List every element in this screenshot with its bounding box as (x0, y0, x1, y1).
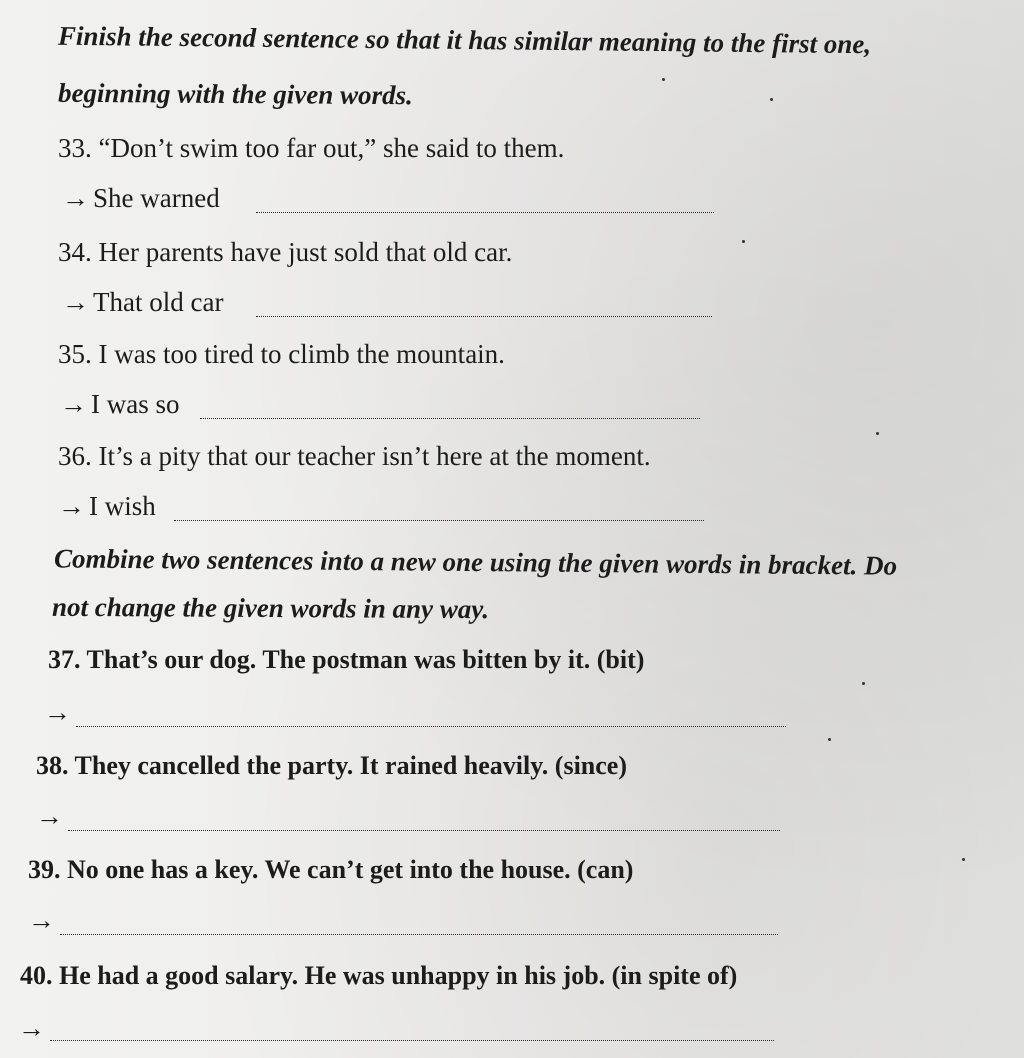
question-number: 38. (36, 751, 69, 780)
answer-prompt-38 (36, 798, 67, 834)
answer-blank-33[interactable] (256, 212, 714, 213)
arrow-icon: → (58, 491, 85, 521)
question-33 (58, 130, 564, 166)
answer-blank-40[interactable] (50, 1040, 774, 1041)
question-40 (20, 958, 737, 994)
question-39 (28, 852, 633, 888)
arrow-icon: → (60, 389, 87, 419)
arrow-icon: → (44, 697, 71, 727)
instruction-part1-line2: beginning with the given words. (57, 77, 413, 111)
question-text: Her parents have just sold that old car. (98, 237, 513, 267)
arrow-icon: → (28, 905, 55, 935)
question-text: That’s our dog. The postman was bitten by it. (bit) (86, 645, 645, 674)
question-35 (58, 336, 505, 372)
arrow-icon: → (62, 183, 89, 213)
answer-prompt-33 (62, 180, 220, 216)
prompt-text: I wish (89, 491, 156, 521)
question-text: He had a good salary. He was unhappy in his job. (in spite of) (59, 961, 738, 990)
prompt-text: I was so (91, 389, 180, 419)
question-34 (58, 234, 512, 270)
question-number: 37. (48, 645, 81, 674)
paper-speck (742, 240, 745, 243)
question-text: “Don’t swim too far out,” she said to them. (98, 133, 565, 163)
prompt-text: That old car (93, 287, 224, 317)
answer-prompt-36 (58, 488, 156, 524)
paper-speck (828, 738, 831, 741)
question-number: 36. (58, 441, 92, 471)
instruction-part1-line1: Finish the second sentence so that it has similar meaning to the first one, (57, 20, 872, 60)
instruction-part2-line1: Combine two sentences into a new one using the given words in bracket. Do (53, 543, 898, 581)
arrow-icon: → (18, 1013, 45, 1043)
arrow-icon: → (36, 801, 63, 831)
answer-blank-38[interactable] (68, 830, 780, 831)
question-36 (58, 438, 651, 474)
answer-prompt-40 (18, 1010, 49, 1046)
question-text: No one has a key. We can’t get into the house. (can) (67, 855, 634, 884)
instruction-part2-line2: not change the given words in any way. (51, 591, 490, 625)
paper-speck (862, 682, 865, 685)
question-text: I was too tired to climb the mountain. (98, 339, 505, 369)
paper-speck (962, 858, 965, 861)
prompt-text: She warned (93, 183, 220, 213)
question-text: It’s a pity that our teacher isn’t here at the moment. (98, 441, 651, 471)
answer-prompt-34 (62, 284, 223, 320)
answer-blank-35[interactable] (200, 418, 700, 419)
answer-blank-37[interactable] (76, 726, 786, 727)
arrow-icon: → (62, 287, 89, 317)
answer-blank-36[interactable] (174, 520, 704, 521)
answer-blank-39[interactable] (60, 934, 778, 935)
question-number: 39. (28, 855, 61, 884)
question-number: 34. (58, 237, 92, 267)
question-number: 40. (20, 961, 53, 990)
question-text: They cancelled the party. It rained heavily. (since) (74, 751, 627, 780)
answer-blank-34[interactable] (256, 316, 712, 317)
answer-prompt-35 (60, 386, 180, 422)
question-number: 35. (58, 339, 92, 369)
answer-prompt-37 (44, 694, 75, 730)
question-38 (36, 748, 627, 784)
paper-speck (876, 432, 879, 435)
paper-speck (662, 78, 665, 81)
paper-speck (770, 98, 773, 101)
answer-prompt-39 (28, 902, 59, 938)
question-37 (48, 642, 644, 678)
question-number: 33. (58, 133, 92, 163)
